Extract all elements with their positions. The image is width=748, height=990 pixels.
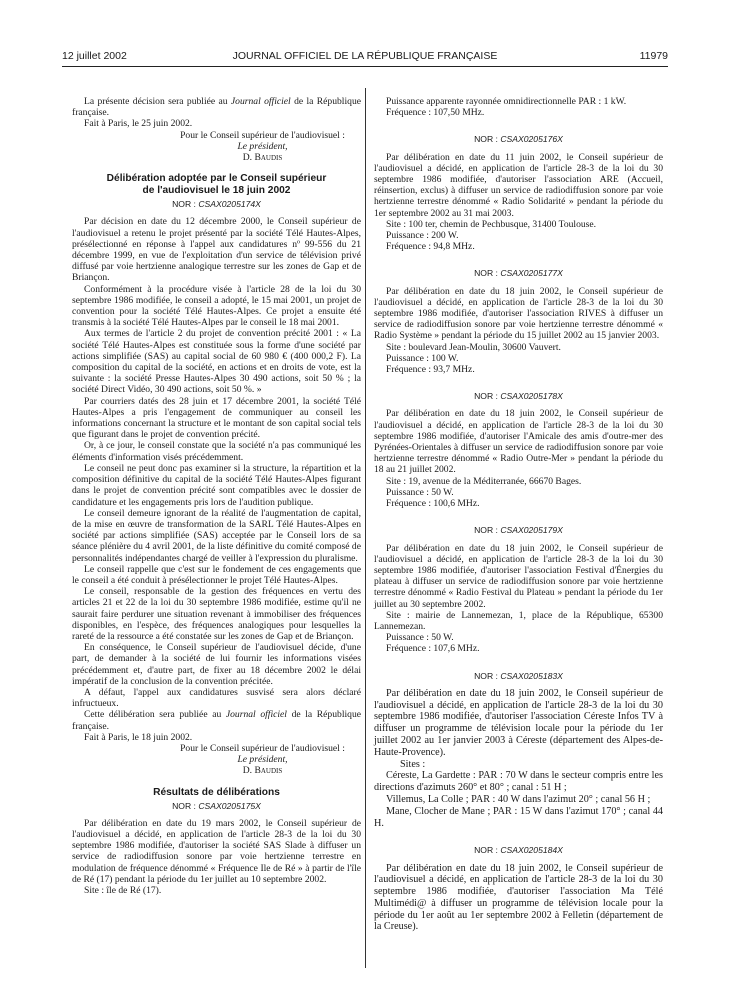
- president-label: Le président,: [237, 140, 288, 152]
- site-176: Site : 100 ter, chemin de Pechbusque, 31400 Toulouse.: [386, 218, 597, 230]
- journal-officiel-italic: Journal officiel: [225, 709, 287, 721]
- signature-line-1: Pour le Conseil supérieur de l'audiovisuel :: [180, 129, 345, 141]
- deliberation-179: Par délibération en date du 18 juin 2002, le Conseil supérieur de l'audiovisuel a décidé, en application de l'article 28-3 de la loi du 30 septembre 1986 modifiée, d'autoriser l'association Festival d'Énergies du plateau à diffuser un service de radiodiffusion sonore par voie hertzienne terrestre dénommé « Radio Festival du Plateau » pendant la période du 1er juillet au 30 septembre 2002.: [374, 542, 663, 610]
- nor-label: NOR :: [474, 391, 501, 402]
- signature-name-1: D. Baudis: [242, 152, 283, 164]
- header-rule: [62, 66, 668, 67]
- column-separator: [365, 88, 366, 968]
- puissance-176: Puissance : 200 W.: [386, 230, 459, 242]
- signature-line-2: Pour le Conseil supérieur de l'audiovisuel :: [180, 742, 345, 754]
- nor-code: CSAX0205178X: [500, 391, 563, 402]
- nor-label: NOR :: [474, 525, 501, 536]
- site-183-item: Mane, Clocher de Mane ; PAR : 15 W dans l'azimut 170° ; canal 44 H.: [374, 805, 663, 829]
- nor-reference-184: [374, 845, 663, 856]
- paragraph: Aux termes de l'article 2 du projet de convention précité 2001 : « La société Télé Hautes-Alpes est constituée sous la forme d'une société par actions simplifiée (SAS) au capital social de 60 980 € (400 000,2 F). La composition du capital de la société, en actions et en droits de vote, est la suivante : la société Presse Hautes-Alpes 30 490 actions, soit 50 % ; la société Direct Vidéo, 30 490 actions, soit 50 %. »: [72, 328, 361, 396]
- president-label: Le président,: [237, 754, 288, 766]
- nor-code: CSAX0205184X: [500, 845, 563, 856]
- deliberation-178: Par délibération en date du 18 juin 2002, le Conseil supérieur de l'audiovisuel a décidé, en application de l'article 28-3 de la loi du 30 septembre 1986 modifiée, d'autoriser l'Amicale des amis d'outre-mer des Pyrénées-Orientales à diffuser un service de radiodiffusion sonore par voie hertzienne terrestre dénommé « Radio Outre-Mer » pendant la période du 18 au 21 juillet 2002.: [374, 408, 663, 476]
- nor-reference-177: [374, 268, 663, 279]
- nor-code: CSAX0205177X: [500, 268, 563, 279]
- site-183-item: Villemus, La Colle ; PAR : 40 W dans l'azimut 20° ; canal 56 H ;: [386, 793, 651, 805]
- deliberation-183: Par délibération en date du 18 juin 2002, le Conseil supérieur de l'audiovisuel a décidé, en application de l'article 28-3 de la loi du 30 septembre 1986 modifiée, d'autoriser l'association Céreste Infos TV à diffuser un programme de télévision locale pour la période du 1er juillet 2002 au 1er janvier 2003 à Céreste (département des Alpes-de-Haute-Provence).: [374, 687, 663, 758]
- sites-183-label: Sites :: [400, 758, 426, 770]
- nor-code: CSAX0205179X: [500, 525, 563, 536]
- site-175: Site : île de Ré (17).: [84, 885, 162, 896]
- paragraph: Par décision en date du 12 décembre 2000, le Conseil supérieur de l'audiovisuel a retenu le projet présenté par la société Télé Hautes-Alpes, présélectionné en réponse à l'appel aux candidatures nº 99-556 du 21 décembre 1999, en vue de l'exploitation d'un service de télévision privé diffusé par voie hertzienne analogique terrestre sur les zones de Gap et de Briançon.: [72, 216, 361, 284]
- journal-officiel-italic: Journal officiel: [230, 96, 291, 107]
- paragraph: Le conseil, responsable de la gestion des fréquences en vertu des articles 21 et 22 de la loi du 30 septembre 1986 modifiée, estime qu'il ne saurait faire perdurer une situation revenant à immobiliser des fréquences disponibles, en l'espèce, des fréquences analogiques pour lesquelles la rareté de la ressource a été constatée sur les zones de Gap et de Briançon.: [72, 586, 361, 642]
- text-run: de la République française.: [72, 96, 361, 119]
- site-178: Site : 19, avenue de la Méditerranée, 66670 Bages.: [386, 475, 582, 487]
- intro-paragraph: [72, 96, 361, 118]
- paragraph: Le conseil ne peut donc pas examiner si la structure, la répartition et la composition définitive du capital de la société Télé Hautes-Alpes figurant dans le projet de convention précité sont compatibles avec le dossier de candidature et les engagements pris lors de l'audition publique.: [72, 462, 361, 508]
- nor-code: CSAX0205176X: [500, 134, 563, 145]
- nor-reference-176: [374, 134, 663, 145]
- paragraph: Conformément à la procédure visée à l'article 28 de la loi du 30 septembre 1986 modifiée, le conseil a adopté, le 15 mai 2001, un projet de convention pour la société Télé Hautes-Alpes. Ce projet a ensuite été transmis à la société Télé Hautes-Alpes par le conseil le 18 mai 2001.: [72, 283, 361, 329]
- site-177: Site : boulevard Jean-Moulin, 30600 Vauvert.: [386, 341, 561, 353]
- header-page-number: 11979: [639, 50, 668, 62]
- section-title-deliberation: Délibération adoptée par le Conseil supérieur de l'audiovisuel le 18 juin 2002: [106, 173, 327, 197]
- nor-code: CSAX0205174X: [198, 199, 261, 210]
- puissance-179: Puissance : 50 W.: [386, 632, 454, 644]
- nor-label: NOR :: [172, 800, 199, 811]
- nor-label: NOR :: [474, 845, 501, 856]
- text-run: de la République française.: [72, 709, 362, 732]
- fait-a-paris-2: Fait à Paris, le 18 juin 2002.: [84, 731, 193, 743]
- paragraph: Par courriers datés des 28 juin et 17 décembre 2001, la société Télé Hautes-Alpes a pris l'engagement de communiquer au conseil les informations concernant la structure et le montant de son capital social tels que figurant dans le projet de convention précité.: [72, 395, 361, 441]
- nor-label: NOR :: [172, 199, 199, 210]
- frequence-176: Fréquence : 94,8 MHz.: [386, 241, 475, 253]
- puissance-175: Puissance apparente rayonnée omnidirectionnelle PAR : 1 kW.: [386, 96, 627, 107]
- nor-reference-175: [72, 801, 361, 812]
- left-column: [72, 96, 361, 896]
- fait-a-paris-1: Fait à Paris, le 25 juin 2002.: [84, 118, 193, 130]
- frequence-179: Fréquence : 107,6 MHz.: [386, 643, 480, 655]
- frequence-177: Fréquence : 93,7 MHz.: [386, 364, 475, 376]
- header-journal-title: JOURNAL OFFICIEL DE LA RÉPUBLIQUE FRANÇAISE: [232, 50, 498, 62]
- deliberation-183-block: [374, 688, 663, 830]
- nor-reference-183: [374, 671, 663, 682]
- nor-reference-174: [72, 199, 361, 210]
- closing-paragraph: [72, 709, 361, 731]
- deliberation-177: Par délibération en date du 18 juin 2002, le Conseil supérieur de l'audiovisuel a décidé, en application de l'article 28-3 de la loi du 30 septembre 1986 modifiée, d'autoriser l'association RIVES à diffuser un service de radiodiffusion sonore par voie hertzienne terrestre dénommé « Radio Système » pendant la période du 15 juillet 2002 au 15 janvier 2003.: [374, 285, 663, 342]
- paragraph: Or, à ce jour, le conseil constate que la société n'a pas communiqué les éléments d'information visés précédemment.: [72, 440, 361, 463]
- puissance-177: Puissance : 100 W.: [386, 352, 459, 364]
- paragraph: Le conseil rappelle que c'est sur le fondement de ces engagements que le conseil a été conduit à présélectionner le projet Télé Hautes-Alpes.: [72, 563, 361, 586]
- deliberation-176: Par délibération en date du 11 juin 2002, le Conseil supérieur de l'audiovisuel a décidé, en application de l'article 28-3 de la loi du 30 septembre 1986 modifiée, d'autoriser l'association ARE (Accueil, réinsertion, exclus) à diffuser un service de radiodiffusion sonore par voie hertzienne terrestre dénommé « Radio Solidarité » pendant la période du 1er septembre 2002 au 31 mai 2003.: [374, 151, 663, 219]
- site-183-item: Céreste, La Gardette : PAR : 70 W dans le secteur compris entre les directions d'azimuts 260° et 80° ; canal : 51 H ;: [374, 770, 663, 794]
- text-run: Cette délibération sera publiée au: [84, 709, 226, 721]
- frequence-178: Fréquence : 100,6 MHz.: [386, 498, 480, 510]
- nor-label: NOR :: [474, 268, 501, 279]
- site-179: Site : mairie de Lannemezan, 1, place de la République, 65300 Lannemezan.: [374, 609, 663, 632]
- nor-label: NOR :: [474, 670, 501, 681]
- deliberation-184: Par délibération en date du 18 juin 2002, le Conseil supérieur de l'audiovisuel a décidé, en application de l'article 28-3 de la loi du 30 septembre 1986 modifiée, d'autoriser l'association Ma Télé Multimédi@ à diffuser un programme de télévision locale pour la période du 1er août au 1er septembre 2002 à Felletin (département de la Creuse).: [374, 862, 663, 933]
- signature-role-2: [72, 754, 361, 765]
- nor-reference-179: [374, 525, 663, 536]
- deliberation-175: Par délibération en date du 19 mars 2002, le Conseil supérieur de l'audiovisuel a décidé, en application de l'article 28-3 de la loi du 30 septembre 1986 modifiée, d'autoriser la société SAS Slade à diffuser un service de radiodiffusion sonore par voie hertzienne terrestre en modulation de fréquence dénommé « Fréquence Ile de Ré » à partir de l'île de Ré (17) pendant la période du 1er juillet au 10 septembre 2002.: [72, 817, 361, 885]
- paragraph: Le conseil demeure ignorant de la réalité de l'augmentation de capital, de la mise en œuvre de transformation de la SARL Télé Hautes-Alpes en société par actions simplifiée (SAS) acceptée par le Conseil lors de sa séance plénière du 4 avril 2001, de la liste définitive du comité composé de personnalités indépendantes chargé de veiller à l'expression du pluralisme.: [72, 507, 361, 564]
- signature-role-1: [72, 141, 361, 152]
- text-run: La présente décision sera publiée au: [84, 96, 231, 107]
- frequence-175: Fréquence : 107,50 MHz.: [386, 107, 485, 119]
- paragraph: A défaut, l'appel aux candidatures susvisé sera alors déclaré infructueux.: [72, 686, 361, 710]
- page-header: [62, 50, 668, 66]
- header-date: 12 juillet 2002: [62, 50, 127, 62]
- nor-label: NOR :: [474, 134, 501, 145]
- deliberation-184-block: [374, 863, 663, 934]
- nor-reference-178: [374, 391, 663, 402]
- puissance-178: Puissance : 50 W.: [386, 486, 454, 498]
- section-title-resultats: Résultats de délibérations: [153, 786, 280, 798]
- nor-code: CSAX0205183X: [500, 670, 563, 681]
- paragraph: En conséquence, le Conseil supérieur de l'audiovisuel décide, d'une part, de demander à la société de lui fournir les informations visées précédemment et, d'autre part, de fixer au 18 décembre 2002 le délai impératif de la conclusion de la convention précitée.: [72, 642, 361, 687]
- signature-name-2: D. Baudis: [242, 765, 283, 777]
- nor-code: CSAX0205175X: [198, 800, 261, 811]
- right-column: [374, 96, 663, 933]
